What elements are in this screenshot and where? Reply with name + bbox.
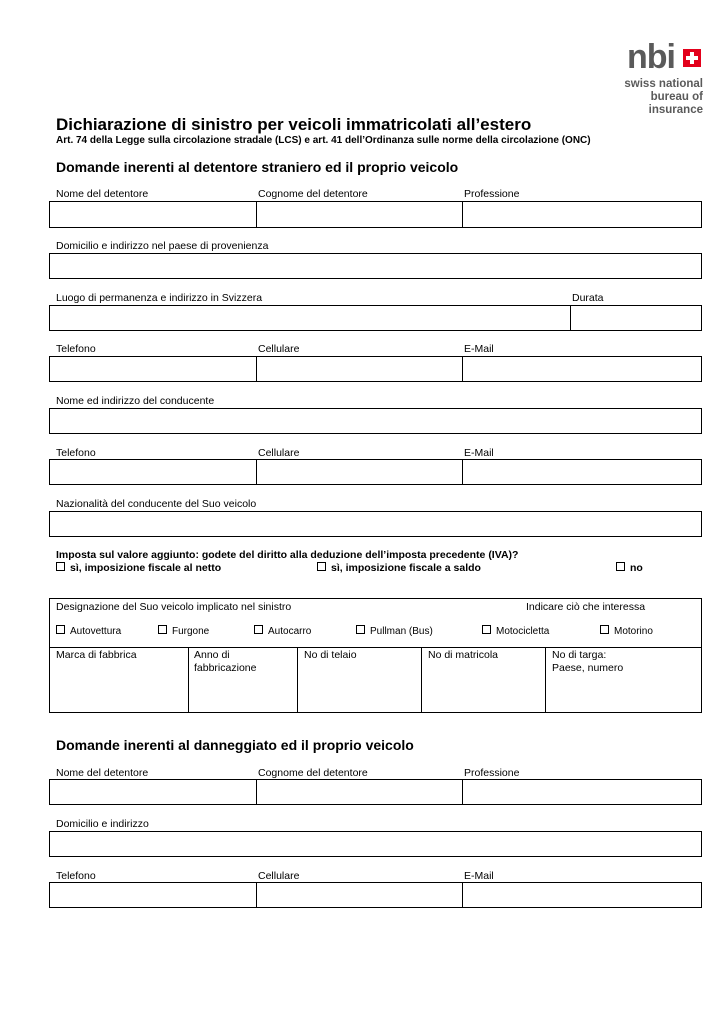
durata-field[interactable] [571, 306, 701, 330]
label-cognome-danneggiato: Cognome del detentore [258, 767, 368, 779]
cellulare-field[interactable] [257, 357, 462, 381]
logo-line2: bureau of insurance [648, 91, 703, 116]
telefono2-field[interactable] [50, 460, 256, 484]
row-danneggiato [49, 779, 702, 805]
nome-danneggiato-field[interactable] [50, 780, 256, 804]
checkbox-icon[interactable] [56, 625, 65, 634]
type-label: Pullman (Bus) [370, 626, 433, 637]
row-luogo [49, 305, 702, 331]
targa-label-1: No di targa: [552, 649, 607, 661]
type-label: Motocicletta [496, 626, 550, 637]
label-email: E-Mail [464, 343, 494, 355]
row-detentore [49, 201, 702, 228]
checkbox-icon[interactable] [356, 625, 365, 634]
section2-heading: Domande inerenti al danneggiato ed il proprio veicolo [56, 737, 414, 753]
type-pullman[interactable] [356, 625, 433, 637]
email2-field[interactable] [463, 460, 701, 484]
iva-option-saldo-label: sì, imposizione fiscale a saldo [331, 562, 481, 574]
iva-option-saldo[interactable] [317, 562, 481, 574]
label-telefono-danneggiato: Telefono [56, 870, 96, 882]
checkbox-icon[interactable] [158, 625, 167, 634]
divider [421, 647, 422, 712]
type-furgone[interactable] [158, 625, 209, 637]
domicilio-danneggiato-field[interactable] [49, 831, 702, 857]
type-motocicletta[interactable] [482, 625, 549, 637]
domicilio-field[interactable] [49, 253, 702, 279]
label-luogo: Luogo di permanenza e indirizzo in Svizzera [56, 292, 263, 304]
label-cellulare-danneggiato: Cellulare [258, 870, 300, 882]
logo-line1: swiss national [624, 78, 703, 90]
vehicle-designation: Designazione del Suo veicolo implicato nel sinistro [56, 601, 292, 613]
checkbox-icon[interactable] [600, 625, 609, 634]
anno-label-1: Anno di [194, 649, 230, 661]
cognome-danneggiato-field[interactable] [257, 780, 462, 804]
row-contatti-conducente [49, 459, 702, 485]
luogo-field[interactable] [50, 306, 570, 330]
nazionalita-field[interactable] [49, 511, 702, 537]
label-cellulare: Cellulare [258, 343, 300, 355]
checkbox-icon[interactable] [56, 562, 65, 571]
iva-option-no-label: no [630, 562, 643, 574]
anno-label-2: fabbricazione [194, 662, 257, 674]
iva-question: Imposta sul valore aggiunto: godete del diritto alla deduzione dell’imposta precedente (IVA)? [56, 549, 519, 561]
swiss-cross-icon [683, 49, 701, 67]
professione-danneggiato-field[interactable] [463, 780, 701, 804]
label-professione-danneggiato: Professione [464, 767, 520, 779]
checkbox-icon[interactable] [254, 625, 263, 634]
professione-field[interactable] [463, 202, 701, 227]
iva-option-netto-label: sì, imposizione fiscale al netto [70, 562, 222, 574]
checkbox-icon[interactable] [616, 562, 625, 571]
label-durata: Durata [572, 292, 604, 304]
divider [188, 647, 189, 712]
cellulare-danneggiato-field[interactable] [257, 883, 462, 907]
matricola-label: No di matricola [428, 649, 499, 661]
label-nazionalita: Nazionalità del conducente del Suo veicolo [56, 498, 257, 510]
telefono-field[interactable] [50, 357, 256, 381]
cellulare2-field[interactable] [257, 460, 462, 484]
checkbox-icon[interactable] [482, 625, 491, 634]
vehicle-hint: Indicare ciò che interessa [526, 601, 646, 613]
nome-field[interactable] [50, 202, 256, 227]
marca-label: Marca di fabbrica [56, 649, 137, 661]
label-nome-danneggiato: Nome del detentore [56, 767, 149, 779]
logo-brand: nbi [627, 38, 675, 76]
email-field[interactable] [463, 357, 701, 381]
label-email2: E-Mail [464, 447, 494, 459]
label-domicilio-danneggiato: Domicilio e indirizzo [56, 818, 149, 830]
telefono-danneggiato-field[interactable] [50, 883, 256, 907]
targa-label-2: Paese, numero [552, 662, 624, 674]
type-motorino[interactable] [600, 625, 653, 637]
label-nome: Nome del detentore [56, 188, 149, 200]
conducente-field[interactable] [49, 408, 702, 434]
divider [297, 647, 298, 712]
row-contatti-danneggiato [49, 882, 702, 908]
label-telefono2: Telefono [56, 447, 96, 459]
divider [50, 647, 701, 648]
vehicle-table [49, 598, 702, 713]
telaio-label: No di telaio [304, 649, 357, 661]
label-cellulare2: Cellulare [258, 447, 300, 459]
checkbox-icon[interactable] [317, 562, 326, 571]
label-email-danneggiato: E-Mail [464, 870, 494, 882]
row-contatti [49, 356, 702, 382]
label-domicilio: Domicilio e indirizzo nel paese di provenienza [56, 240, 269, 252]
type-label: Motorino [614, 626, 653, 637]
iva-option-netto[interactable] [56, 562, 221, 574]
section1-heading: Domande inerenti al detentore straniero ed il proprio veicolo [56, 159, 459, 175]
type-autocarro[interactable] [254, 625, 311, 637]
iva-option-no[interactable] [616, 562, 643, 574]
label-conducente: Nome ed indirizzo del conducente [56, 395, 215, 407]
label-professione: Professione [464, 188, 520, 200]
logo [595, 38, 703, 116]
label-cognome: Cognome del detentore [258, 188, 368, 200]
type-label: Autocarro [268, 626, 312, 637]
type-label: Autovettura [70, 626, 122, 637]
label-telefono: Telefono [56, 343, 96, 355]
email-danneggiato-field[interactable] [463, 883, 701, 907]
page-title: Dichiarazione di sinistro per veicoli immatricolati all’estero [56, 115, 532, 134]
type-autovettura[interactable] [56, 625, 121, 637]
page-subtitle: Art. 74 della Legge sulla circolazione stradale (LCS) e art. 41 dell’Ordinanza sulle norme della circolazione (ONC) [56, 135, 591, 146]
type-label: Furgone [172, 626, 210, 637]
cognome-field[interactable] [257, 202, 462, 227]
divider [545, 647, 546, 712]
